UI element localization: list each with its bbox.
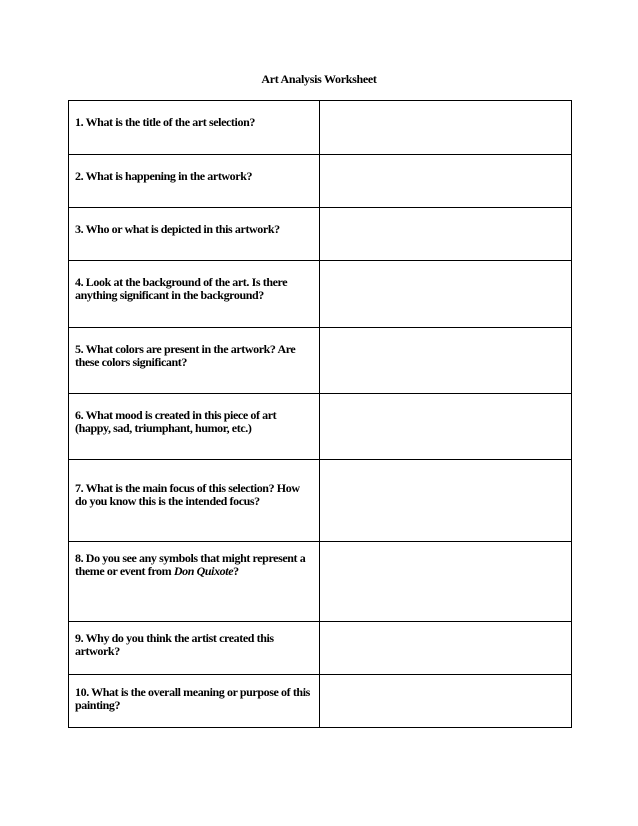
question-cell <box>69 622 320 675</box>
answer-cell[interactable] <box>320 328 572 394</box>
question-row-1 <box>69 101 572 155</box>
question-cell <box>69 101 320 155</box>
question-cell <box>69 208 320 261</box>
answer-cell[interactable] <box>320 101 572 155</box>
page-title: Art Analysis Worksheet <box>261 72 377 86</box>
question-text: 9. Why do you think the artist created this artwork? <box>75 631 274 658</box>
question-cell <box>69 542 320 622</box>
question-cell <box>69 328 320 394</box>
answer-cell[interactable] <box>320 675 572 728</box>
question-text: 7. What is the main focus of this selection? How do you know this is the intended focus? <box>75 481 300 508</box>
answer-cell[interactable] <box>320 394 572 460</box>
question-text: 5. What colors are present in the artwork? Are these colors significant? <box>75 342 296 369</box>
answer-cell[interactable] <box>320 622 572 675</box>
question-cell <box>69 460 320 542</box>
question-row-8 <box>69 542 572 622</box>
question-row-10 <box>69 675 572 728</box>
question-text: 3. Who or what is depicted in this artwork? <box>75 222 280 236</box>
question-text <box>69 542 319 578</box>
question-cell <box>69 155 320 208</box>
question-cell <box>69 394 320 460</box>
answer-cell[interactable] <box>320 261 572 328</box>
question-row-6 <box>69 394 572 460</box>
book-title-italic: Don Quixote <box>173 564 234 578</box>
answer-cell[interactable] <box>320 155 572 208</box>
answer-cell[interactable] <box>320 542 572 622</box>
question-text-part: 8. Do you see any symbols that might represent a theme or event from <box>75 551 306 578</box>
question-row-3 <box>69 208 572 261</box>
question-row-7 <box>69 460 572 542</box>
answer-cell[interactable] <box>320 460 572 542</box>
question-text: 1. What is the title of the art selection? <box>75 115 255 129</box>
question-text: 4. Look at the background of the art. Is there anything significant in the background? <box>75 275 288 302</box>
question-text: 6. What mood is created in this piece of art (happy, sad, triumphant, humor, etc.) <box>75 408 277 435</box>
question-cell <box>69 261 320 328</box>
question-row-2 <box>69 155 572 208</box>
worksheet-table <box>68 100 572 728</box>
question-cell <box>69 675 320 728</box>
question-text: 2. What is happening in the artwork? <box>75 169 253 183</box>
question-row-4 <box>69 261 572 328</box>
question-text-part: ? <box>233 564 239 578</box>
question-text: 10. What is the overall meaning or purpose of this painting? <box>75 685 310 712</box>
answer-cell[interactable] <box>320 208 572 261</box>
question-row-9 <box>69 622 572 675</box>
question-row-5 <box>69 328 572 394</box>
